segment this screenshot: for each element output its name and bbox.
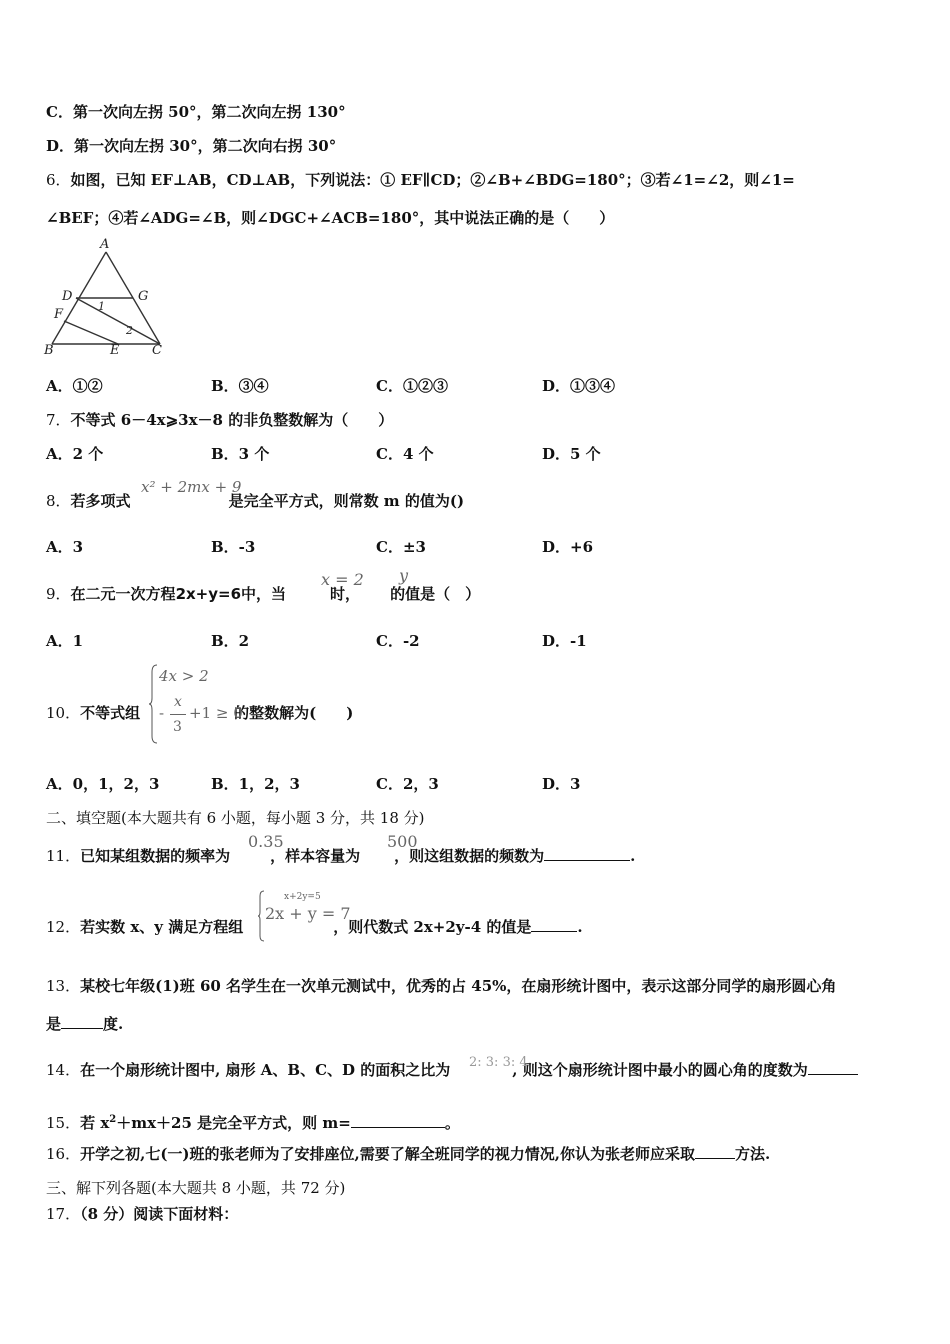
label-angle-2: 2 — [126, 324, 133, 337]
q13-text-2b: 度. — [103, 1015, 124, 1033]
q10-minus: - — [159, 704, 165, 722]
q11-end: . — [630, 847, 636, 865]
q11-number: 11． — [46, 847, 81, 865]
q10-option-b: B．1，2，3 — [211, 775, 300, 793]
section-3-heading: 三、解下列各题(本大题共 8 小题，共 72 分) — [46, 1179, 346, 1197]
q12-number: 12． — [46, 918, 81, 936]
q9-mid2: 时， — [330, 585, 361, 603]
q13-text-2a: 是 — [46, 1015, 62, 1033]
q6-line1 — [46, 170, 795, 190]
q6-triangle-figure — [40, 236, 172, 358]
q7-option-a: A．2 个 — [46, 445, 104, 463]
q15-end: 。 — [444, 1114, 460, 1132]
q7-number: 7． — [46, 411, 71, 429]
q7-option-d: D．5 个 — [542, 445, 601, 463]
q10-option-a: A．0，1，2，3 — [46, 775, 160, 793]
q15-answer-blank[interactable] — [351, 1113, 445, 1128]
q15-stem — [46, 1110, 460, 1133]
q16-post: 方法. — [734, 1145, 771, 1163]
q7-text: 不等式 6－4x⩾3x－8 的非负整数解为（ ） — [70, 411, 394, 429]
q8-option-c: C．±3 — [376, 538, 426, 556]
q6-text-1: 如图，已知 EF⊥AB，CD⊥AB，下列说法：① EF∥CD；②∠B+∠BDG=180°；③若∠1=∠2，则∠1= — [70, 171, 795, 189]
q6-option-d: D．①③④ — [542, 377, 616, 395]
q8-option-b: B．-3 — [211, 538, 256, 556]
q11-mid: ，样本容量为 — [270, 847, 361, 865]
q15-mid: ＋mx＋25 是完全平方式，则 m= — [116, 1114, 351, 1132]
q9-post: 的值是（ ） — [390, 585, 481, 603]
q6-option-b: B．③④ — [211, 377, 269, 395]
q8-pre: 若多项式 — [70, 492, 131, 510]
q13-line1 — [46, 976, 836, 996]
label-f: F — [54, 307, 64, 322]
q12-end: . — [577, 918, 583, 936]
q9-var-y: y — [399, 566, 409, 585]
q11-pre: 已知某组数据的频率为 — [80, 847, 231, 865]
q10-fraction-bar — [170, 714, 186, 715]
label-e: E — [110, 343, 120, 358]
q15-pre: 若 x — [80, 1114, 110, 1132]
q9-option-b: B．2 — [211, 632, 250, 650]
q9-number: 9． — [46, 585, 71, 603]
q14-post: , 则这个扇形统计图中最小的圆心角的度数为 — [512, 1061, 808, 1079]
q12-post: ，则代数式 2x+2y-4 的值是 — [333, 918, 532, 936]
q9-option-c: C．-2 — [376, 632, 420, 650]
q16-stem — [46, 1144, 770, 1164]
q13-answer-blank[interactable] — [61, 1014, 103, 1029]
q11-answer-blank[interactable] — [544, 846, 630, 861]
q16-number: 16． — [46, 1145, 81, 1163]
q15-number: 15． — [46, 1114, 81, 1132]
q14-pre: 在一个扇形统计图中, 扇形 A、B、C、D 的面积之比为 — [80, 1061, 451, 1079]
q11-stem — [46, 846, 635, 866]
q5-option-c: C．第一次向左拐 50°，第二次向左拐 130° — [46, 103, 346, 121]
q7-option-c: C．4 个 — [376, 445, 434, 463]
q9-equation: 2x+y=6 — [175, 585, 242, 603]
q10-fraction-num: x — [174, 694, 182, 710]
q17-number: 17． — [46, 1205, 81, 1223]
q6-line2: ∠BEF；④若∠ADG=∠B，则∠DGC+∠ACB=180°，其中说法正确的是（ ） — [46, 209, 615, 227]
q9-option-d: D．-1 — [542, 632, 587, 650]
q9-condition: x = 2 — [321, 570, 364, 589]
q12-equation-1: x+2y=5 — [284, 892, 321, 902]
q10-fraction-den: 3 — [173, 719, 182, 735]
q9-mid: 中，当 — [241, 585, 287, 603]
q6-number: 6． — [46, 171, 71, 189]
q13-text-1: 某校七年级(1)班 60 名学生在一次单元测试中，优秀的占 45%，在扇形统计图中，表示这部分同学的扇形圆心角 — [80, 977, 837, 995]
q10-inequality-1: 4x > 2 — [159, 667, 209, 685]
q10-pre: 不等式组 — [80, 704, 141, 722]
q14-number: 14． — [46, 1061, 81, 1079]
label-c: C — [152, 343, 162, 358]
q11-sample-size: 500 — [387, 832, 418, 851]
q9-stem — [46, 584, 480, 604]
q11-frequency: 0.35 — [248, 832, 284, 851]
q10-number: 10． — [46, 704, 81, 722]
label-angle-1: 1 — [98, 300, 105, 313]
q7-option-b: B．3 个 — [211, 445, 270, 463]
q17-text: （8 分）阅读下面材料： — [80, 1205, 239, 1223]
q8-post: 是完全平方式，则常数 m 的值为() — [228, 492, 465, 510]
q6-option-c: C．①②③ — [376, 377, 448, 395]
q10-inequality-2-rest: +1 ≥ 0 — [189, 704, 243, 722]
q8-stem — [46, 491, 464, 511]
q8-number: 8． — [46, 492, 71, 510]
q12-pre: 若实数 x、y 满足方程组 — [80, 918, 244, 936]
segment-fe — [64, 321, 118, 344]
label-g: G — [138, 289, 149, 304]
q8-option-a: A．3 — [46, 538, 84, 556]
q13-line2 — [46, 1014, 123, 1034]
q12-brace — [257, 890, 265, 942]
q12-answer-blank[interactable] — [531, 917, 577, 932]
q10-option-d: D．3 — [542, 775, 581, 793]
label-d: D — [62, 289, 73, 304]
q5-option-d: D．第一次向左拐 30°，第二次向右拐 30° — [46, 137, 337, 155]
q17-stem — [46, 1204, 238, 1224]
q16-answer-blank[interactable] — [695, 1144, 735, 1159]
q6-option-a: A．①② — [46, 377, 103, 395]
label-b: B — [44, 343, 54, 358]
q11-post: ，则这组数据的频数为 — [394, 847, 545, 865]
q8-formula: x² + 2mx + 9 — [141, 478, 242, 496]
q15-superscript: 2 — [109, 1114, 117, 1125]
q14-ratio: 2: 3: 3: 4 — [469, 1055, 528, 1070]
q9-pre: 在二元一次方程 — [70, 585, 176, 603]
section-2-heading: 二、填空题(本大题共有 6 小题，每小题 3 分，共 18 分) — [46, 809, 425, 827]
q7-stem — [46, 410, 393, 430]
q9-option-a: A．1 — [46, 632, 84, 650]
segment-dc — [76, 298, 160, 344]
q14-answer-blank[interactable] — [808, 1060, 858, 1075]
q8-option-d: D．+6 — [542, 538, 594, 556]
q13-number: 13． — [46, 977, 81, 995]
q16-pre: 开学之初,七(一)班的张老师为了安排座位,需要了解全班同学的视力情况,你认为张老师应采取 — [80, 1145, 695, 1163]
q10-brace — [148, 664, 158, 744]
q10-option-c: C．2，3 — [376, 775, 439, 793]
q10-post: 的整数解为( ) — [234, 704, 354, 722]
label-a: A — [100, 237, 110, 252]
q14-stem — [46, 1060, 858, 1080]
q12-equation-2: 2x + y = 7 — [265, 904, 351, 923]
